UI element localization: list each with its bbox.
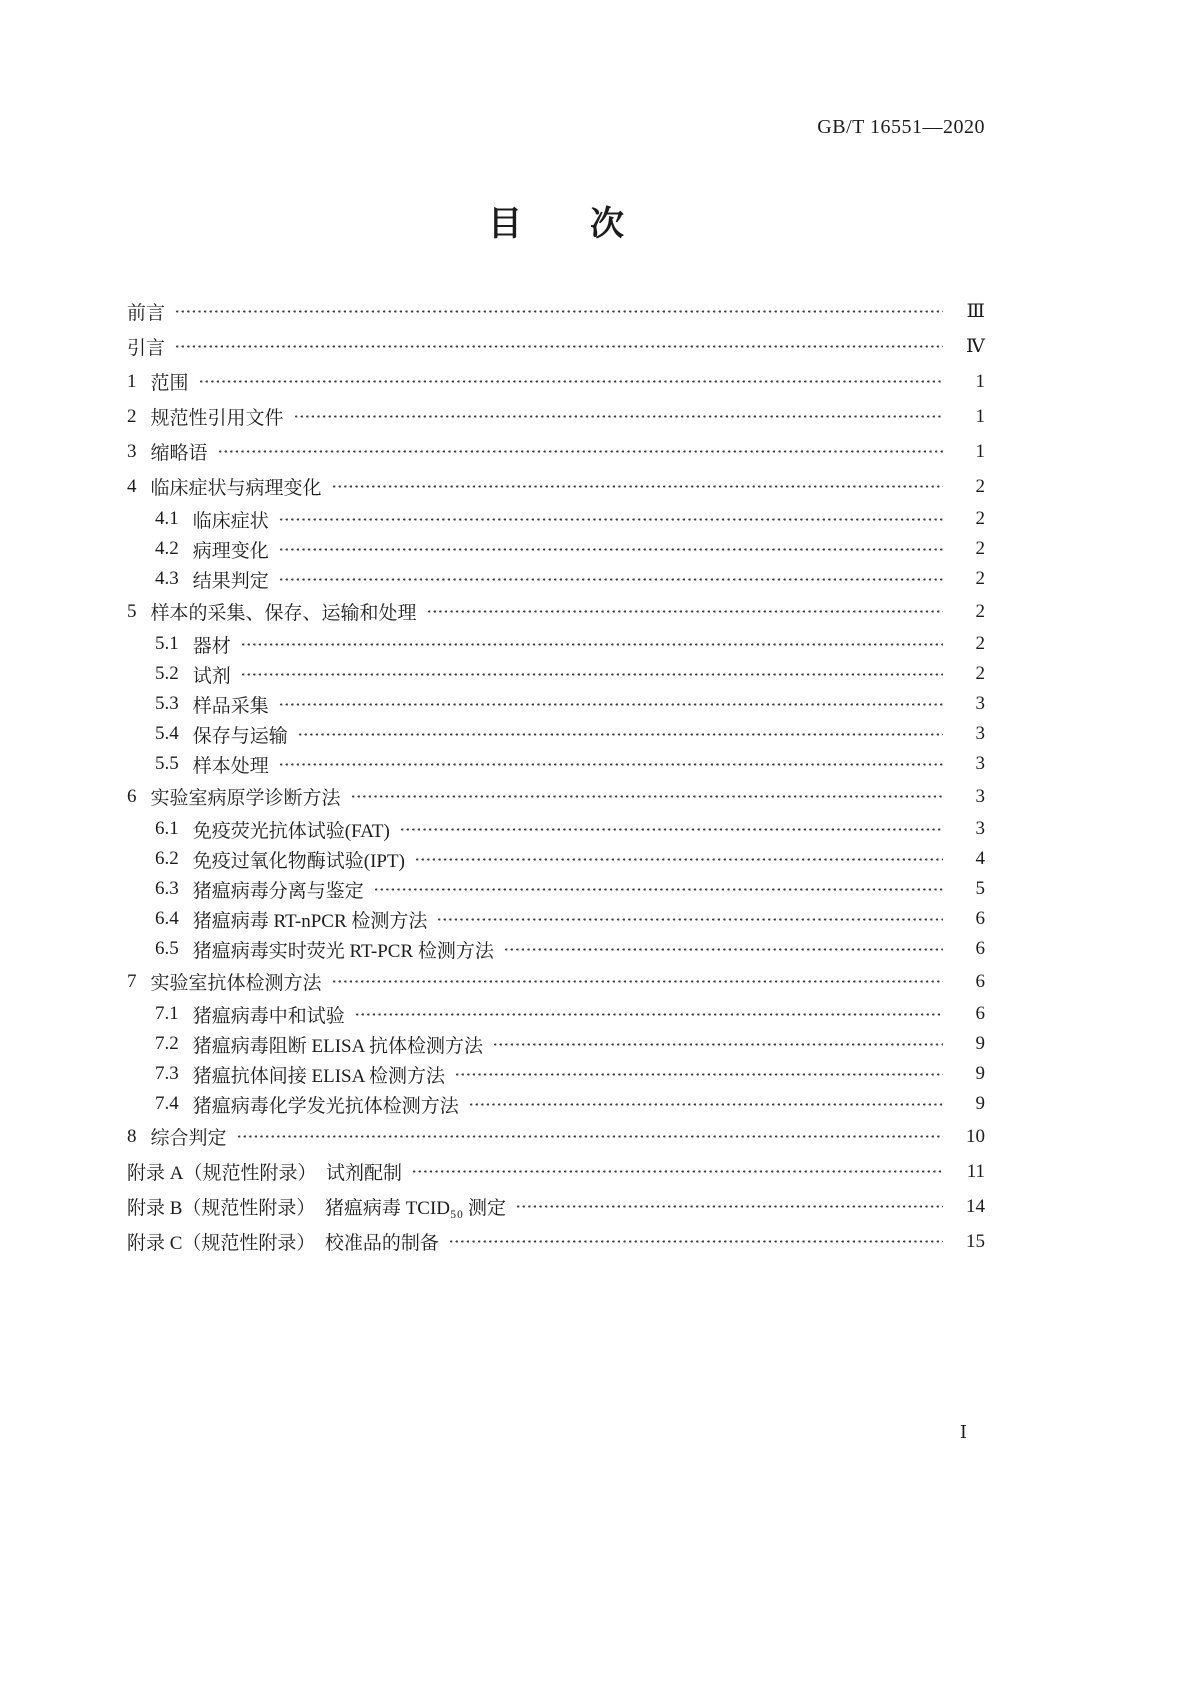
toc-entry-number: 4.3 <box>155 568 179 589</box>
toc-entry <box>127 844 985 874</box>
toc-entry <box>127 1119 985 1154</box>
dot-leader <box>332 484 943 489</box>
dot-leader <box>241 642 943 647</box>
toc-entry-number: 7.1 <box>155 1003 179 1024</box>
toc-entry-label: 猪瘟病毒实时荧光 RT-PCR 检测方法 <box>192 940 494 962</box>
toc-entry-number: 4 <box>127 475 137 497</box>
dot-leader <box>415 857 943 862</box>
dot-leader <box>427 609 943 614</box>
toc-entry <box>127 749 985 779</box>
toc-entry-label: 附录 A（规范性附录） 试剂配制 <box>127 1163 402 1184</box>
toc-entry-page: 9 <box>975 1033 985 1054</box>
toc-entry-label: 临床症状与病理变化 <box>150 478 322 499</box>
toc-entry <box>127 399 985 434</box>
toc-entry <box>127 1059 985 1089</box>
toc-entry-number: 5.2 <box>155 663 179 684</box>
toc-entry-page: 2 <box>975 600 985 622</box>
toc-entry-label: 免疫过氧化物酶试验(IPT) <box>192 850 405 872</box>
toc-entry-number: 6.1 <box>155 818 179 839</box>
toc-entry-page: 1 <box>975 405 985 427</box>
dot-leader <box>374 887 943 892</box>
toc-entry-label: 综合判定 <box>150 1128 227 1149</box>
toc-entry <box>127 504 985 534</box>
dot-leader <box>279 517 943 522</box>
toc-entry-number: 5.3 <box>155 693 179 714</box>
dot-leader <box>351 794 943 799</box>
toc-entry-page: 2 <box>975 633 985 654</box>
dot-leader <box>279 577 943 582</box>
dot-leader <box>412 1169 943 1174</box>
page-footer <box>127 1422 967 1443</box>
toc-entry-label: 猪瘟病毒化学发光抗体检测方法 <box>192 1095 459 1117</box>
dot-leader <box>455 1072 943 1077</box>
toc-entry-page: 10 <box>966 1125 985 1147</box>
toc-entry <box>127 1189 985 1224</box>
toc-entry-label: 猪瘟病毒阻断 ELISA 抗体检测方法 <box>192 1035 484 1057</box>
toc-entry-label: 猪瘟病毒 RT-nPCR 检测方法 <box>192 910 428 932</box>
dot-leader <box>237 1134 943 1139</box>
toc-entry-page: 6 <box>975 1003 985 1024</box>
toc-entry-label: 结果判定 <box>192 570 269 592</box>
toc-entry-page: 11 <box>966 1160 985 1182</box>
toc-entry <box>127 629 985 659</box>
toc-entry-label: 试剂 <box>192 665 231 687</box>
toc-entry <box>127 564 985 594</box>
toc-entry-label: 猪瘟病毒中和试验 <box>192 1005 345 1027</box>
toc-entry <box>127 659 985 689</box>
toc-entry-page: 6 <box>975 970 985 992</box>
dot-leader <box>469 1102 943 1107</box>
dot-leader <box>199 379 943 384</box>
dot-leader <box>355 1012 943 1017</box>
toc-entry-label: 免疫荧光抗体试验(FAT) <box>192 820 390 842</box>
toc-entry-page: 1 <box>975 440 985 462</box>
toc-entry-page: 5 <box>975 878 985 899</box>
toc-entry-number: 7 <box>127 970 137 992</box>
toc-entry-label: 引言 <box>127 338 166 359</box>
toc-entry-label: 样本的采集、保存、运输和处理 <box>150 603 417 624</box>
toc-entry-page: 3 <box>975 723 985 744</box>
toc-entry-label: 实验室抗体检测方法 <box>150 973 322 994</box>
toc-entry <box>127 1089 985 1119</box>
toc-entry-page: 2 <box>975 568 985 589</box>
dot-leader <box>493 1042 943 1047</box>
toc-entry-number: 2 <box>127 405 137 427</box>
toc-entry <box>127 1029 985 1059</box>
standard-number: GB/T 16551—2020 <box>817 116 985 138</box>
toc-entry-number: 7.3 <box>155 1063 179 1084</box>
toc-entry-page: 2 <box>975 663 985 684</box>
dot-leader <box>279 762 943 767</box>
dot-leader <box>241 672 943 677</box>
toc-entry-page: 6 <box>975 908 985 929</box>
toc-entry-label: 前言 <box>127 303 166 324</box>
dot-leader <box>516 1204 943 1209</box>
toc-entry-number: 5.5 <box>155 753 179 774</box>
toc-entry-label: 猪瘟抗体间接 ELISA 检测方法 <box>192 1065 446 1087</box>
page-number: Ⅰ <box>959 1422 967 1442</box>
page-title: 目 次 <box>488 206 624 243</box>
toc-entry <box>127 689 985 719</box>
toc-entry-label: 猪瘟病毒分离与鉴定 <box>192 880 364 902</box>
toc-entry <box>127 964 985 999</box>
toc-entry <box>127 364 985 399</box>
dot-leader <box>175 344 943 349</box>
toc-entry-page: 14 <box>966 1195 985 1217</box>
dot-leader <box>504 947 943 952</box>
toc-entry-label: 器材 <box>192 635 231 657</box>
toc-entry <box>127 874 985 904</box>
toc-entry-number: 7.4 <box>155 1093 179 1114</box>
toc-entry-label: 缩略语 <box>150 443 208 464</box>
dot-leader <box>294 414 943 419</box>
dot-leader <box>218 449 943 454</box>
toc-list <box>127 294 985 1259</box>
toc-entry-number: 8 <box>127 1125 137 1147</box>
toc-entry <box>127 294 985 329</box>
toc-entry-number: 6.4 <box>155 908 179 929</box>
toc-entry-page: 6 <box>975 938 985 959</box>
dot-leader <box>175 309 943 314</box>
toc-entry <box>127 469 985 504</box>
toc-entry-number: 6.3 <box>155 878 179 899</box>
toc-entry-page: 2 <box>975 508 985 529</box>
toc-entry-number: 7.2 <box>155 1033 179 1054</box>
toc-entry-label: 实验室病原学诊断方法 <box>150 788 341 809</box>
toc-entry-label: 附录 B（规范性附录） 猪瘟病毒 TCID₅₀ 测定 <box>127 1198 506 1219</box>
toc-entry <box>127 594 985 629</box>
toc-entry-label: 样本处理 <box>192 755 269 777</box>
toc-entry-label: 样品采集 <box>192 695 269 717</box>
toc-entry-number: 6 <box>127 785 137 807</box>
toc-entry-page: 2 <box>975 538 985 559</box>
toc-entry <box>127 329 985 364</box>
toc-entry-number: 3 <box>127 440 137 462</box>
toc-entry-number: 5 <box>127 600 137 622</box>
dot-leader <box>332 979 943 984</box>
toc-entry-number: 5.1 <box>155 633 179 654</box>
toc-entry <box>127 1154 985 1189</box>
toc-entry-number: 6.5 <box>155 938 179 959</box>
toc-entry <box>127 934 985 964</box>
toc-entry <box>127 534 985 564</box>
toc-entry <box>127 1224 985 1259</box>
toc-entry <box>127 814 985 844</box>
toc-entry <box>127 999 985 1029</box>
toc-entry-page: 1 <box>975 370 985 392</box>
toc-entry-page: 4 <box>975 848 985 869</box>
toc-entry-label: 临床症状 <box>192 510 269 532</box>
toc-entry-number: 4.2 <box>155 538 179 559</box>
dot-leader <box>449 1239 943 1244</box>
toc-entry-label: 规范性引用文件 <box>150 408 284 429</box>
toc-entry-page: 15 <box>966 1230 985 1252</box>
toc-entry <box>127 779 985 814</box>
dot-leader <box>279 547 943 552</box>
toc-entry-page: Ⅲ <box>966 301 985 322</box>
toc-entry-page: 3 <box>975 818 985 839</box>
toc-entry-number: 6.2 <box>155 848 179 869</box>
dot-leader <box>298 732 943 737</box>
toc-entry-label: 保存与运输 <box>192 725 288 747</box>
toc-entry-number: 4.1 <box>155 508 179 529</box>
toc-entry-page: 3 <box>975 753 985 774</box>
toc-entry-page: 3 <box>975 785 985 807</box>
toc-entry <box>127 904 985 934</box>
dot-leader <box>400 827 943 832</box>
toc-entry <box>127 434 985 469</box>
toc-entry-page: Ⅳ <box>966 336 985 357</box>
dot-leader <box>437 917 943 922</box>
toc-entry-number: 5.4 <box>155 723 179 744</box>
toc-entry-label: 范围 <box>150 373 189 394</box>
toc-entry-page: 9 <box>975 1063 985 1084</box>
toc-entry-label: 病理变化 <box>192 540 269 562</box>
toc-entry-page: 3 <box>975 693 985 714</box>
toc-entry-page: 2 <box>975 475 985 497</box>
toc-entry <box>127 719 985 749</box>
toc-entry-number: 1 <box>127 370 137 392</box>
toc-entry-page: 9 <box>975 1093 985 1114</box>
document-header <box>127 116 985 139</box>
toc-entry-label: 附录 C（规范性附录） 校准品的制备 <box>127 1233 439 1254</box>
dot-leader <box>279 702 943 707</box>
